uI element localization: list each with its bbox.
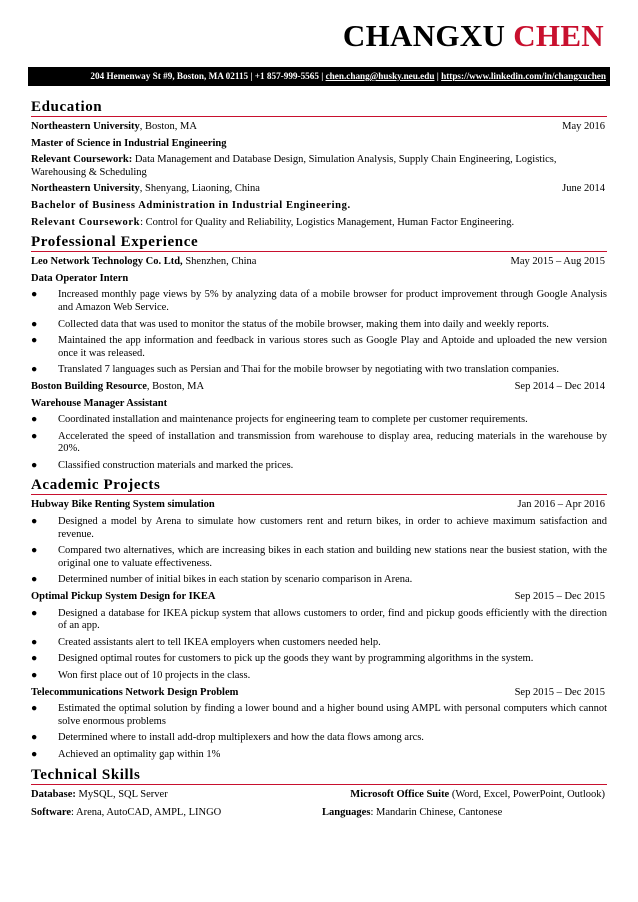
list-item: [31, 637, 607, 650]
coursework-list: : Control for Quality and Reliability, Logistics Management, Human Factor Engineering.: [140, 216, 515, 228]
skill-value: : Arena, AutoCAD, AMPL, LINGO: [71, 807, 222, 819]
bullet-icon: ●: [31, 574, 38, 586]
list-item: [31, 670, 607, 683]
bullet-icon: ●: [31, 636, 38, 648]
bullet-icon: ●: [31, 653, 38, 665]
skill-label: Database:: [31, 788, 76, 800]
bullet-text: Achieved an optimality gap within 1%: [58, 748, 221, 760]
school-name: Northeastern University: [31, 183, 140, 195]
section-title-skills: Technical Skills: [31, 766, 607, 785]
coursework: [31, 154, 607, 179]
list-item: [31, 516, 607, 541]
project-name: Optimal Pickup System Design for IKEA: [31, 591, 216, 603]
job-role: Warehouse Manager Assistant: [31, 397, 168, 409]
company-location: Shenzhen, China: [182, 256, 257, 268]
resume-content: [31, 96, 607, 826]
school-location: , Shenyang, Liaoning, China: [139, 183, 260, 195]
contact-bar: [28, 67, 610, 86]
phone: +1 857-999-5565: [254, 71, 319, 81]
bullet-text: Compared two alternatives, which are increasing bikes in each station and building new stations near the busiest station, with the original one to valuate effectiveness.: [58, 545, 607, 569]
skills-grid: [31, 789, 607, 826]
project-dates: Sep 2015 – Dec 2015: [514, 591, 605, 603]
list-item: [31, 653, 607, 666]
project-bullets: [31, 516, 607, 587]
job-dates: May 2015 – Aug 2015: [510, 256, 605, 268]
bullet-icon: ●: [31, 459, 38, 471]
bullet-icon: ●: [31, 516, 38, 528]
project-bullets: [31, 608, 607, 683]
project-name: Hubway Bike Renting System simulation: [31, 499, 215, 511]
coursework-label: Relevant Coursework: [31, 216, 141, 228]
candidate-name: [343, 18, 604, 54]
list-item: [31, 319, 607, 332]
skill-label: Software: [31, 807, 72, 819]
list-item: [31, 703, 607, 728]
separator: |: [248, 71, 255, 81]
separator: |: [318, 71, 326, 81]
skill-label: Languages: [322, 807, 371, 819]
skill-value: MySQL, SQL Server: [75, 788, 168, 800]
skill-value: (Word, Excel, PowerPoint, Outlook): [449, 788, 605, 800]
linkedin-link[interactable]: https://www.linkedin.com/in/changxuchen: [441, 71, 606, 81]
email-link[interactable]: chen.chang@husky.neu.edu: [325, 71, 435, 81]
first-name: CHANGXU: [342, 18, 506, 53]
bullet-text: Collected data that was used to monitor the status of the mobile browser, making them into daily and weekly reports.: [58, 318, 549, 330]
list-item: [31, 431, 607, 456]
job-header: [31, 256, 607, 269]
bullet-icon: ●: [31, 430, 38, 442]
school-location: , Boston, MA: [139, 121, 197, 132]
skill-line: [31, 807, 318, 820]
project-header: [31, 591, 607, 604]
bullet-icon: ●: [31, 607, 38, 619]
education-entry-header: [31, 183, 607, 196]
school-name: Northeastern University: [31, 121, 140, 132]
project-bullets: [31, 703, 607, 761]
project-dates: Sep 2015 – Dec 2015: [514, 686, 605, 698]
bullet-text: Translated 7 languages such as Persian and Thai for the mobile browser by negotiating with two translation companies.: [58, 364, 559, 376]
bullet-icon: ●: [31, 289, 38, 301]
bullet-icon: ●: [31, 318, 38, 330]
list-item: [31, 364, 607, 377]
bullet-icon: ●: [31, 732, 38, 744]
bullet-icon: ●: [31, 335, 38, 347]
list-item: [31, 460, 607, 473]
skills-left-column: [31, 789, 318, 826]
coursework-list: Data Management and Database Design, Simulation Analysis, Supply Chain Engineering, Logistics, Warehousing & Scheduling: [31, 154, 557, 178]
bullet-text: Created assistants alert to tell IKEA employers when customers needed help.: [58, 636, 381, 648]
bullet-text: Determined where to install add-drop multiplexers and how the data flows among arcs.: [58, 732, 424, 744]
job-bullets: [31, 414, 607, 472]
section-title-projects: Academic Projects: [31, 476, 607, 495]
project-header: [31, 499, 607, 512]
address: 204 Hemenway St #9, Boston, MA 02115: [90, 71, 249, 81]
bullet-text: Determined number of initial bikes in each station by scenario comparison in Arena.: [58, 574, 413, 586]
graduation-date: May 2016: [562, 121, 605, 132]
education-entry-header: [31, 121, 607, 134]
bullet-text: Estimated the optimal solution by finding a lower bound and a higher bound using AMPL with personal computers which cannot solve enormous problems: [58, 703, 607, 727]
bullet-text: Classified construction materials and marked the prices.: [58, 459, 294, 471]
bullet-text: Won first place out of 10 projects in the class.: [58, 670, 251, 681]
section-title-experience: Professional Experience: [31, 233, 607, 252]
list-item: [31, 749, 607, 762]
bullet-text: Designed a database for IKEA pickup system that allows customers to order, find and pickup goods efficiently with the direction of an app.: [58, 607, 607, 632]
skill-line: [318, 789, 605, 802]
bullet-text: Accelerated the speed of installation and transmission from warehouse to display area, reducing materials in the warehouse by 20%.: [58, 430, 607, 455]
list-item: [31, 545, 607, 570]
skill-label: Microsoft Office Suite: [350, 788, 450, 800]
bullet-text: Designed optimal routes for customers to pick up the goods they want by programming algorithms in the system.: [58, 653, 534, 665]
separator: |: [434, 71, 442, 81]
list-item: [31, 732, 607, 745]
bullet-icon: ●: [31, 670, 38, 681]
list-item: [31, 608, 607, 633]
list-item: [31, 574, 607, 587]
list-item: [31, 414, 607, 427]
bullet-text: Designed a model by Arena to simulate how customers rent and return bikes, in order to achieve maximum satisfaction and revenue.: [58, 516, 607, 540]
bullet-icon: ●: [31, 748, 38, 760]
company-name: Boston Building Resource: [31, 380, 147, 392]
bullet-text: Coordinated installation and maintenance projects for engineering team to complete per customer requirements.: [58, 414, 528, 426]
coursework-label: Relevant Coursework:: [31, 154, 133, 166]
last-name: CHEN: [513, 18, 604, 53]
project-name: Telecommunications Network Design Problem: [31, 686, 239, 698]
graduation-date: June 2014: [562, 183, 605, 195]
bullet-icon: ●: [31, 414, 38, 426]
project-dates: Jan 2016 – Apr 2016: [517, 499, 605, 511]
degree: Bachelor of Business Administration in Industrial Engineering.: [31, 199, 351, 211]
company-name: Leo Network Technology Co. Ltd,: [31, 256, 183, 268]
section-title-education: Education: [31, 98, 607, 117]
job-role: Data Operator Intern: [31, 272, 129, 284]
list-item: [31, 335, 607, 360]
skill-value: : Mandarin Chinese, Cantonese: [370, 807, 503, 819]
skills-right-column: [318, 789, 607, 826]
bullet-icon: ●: [31, 364, 38, 376]
job-header: [31, 381, 607, 394]
job-dates: Sep 2014 – Dec 2014: [514, 380, 605, 392]
bullet-text: Maintained the app information and feedback in various stores such as Google Play and Aptoide and uploaded the new version once it was released.: [58, 335, 607, 359]
job-bullets: [31, 289, 607, 377]
list-item: [31, 289, 607, 314]
company-location: , Boston, MA: [146, 380, 205, 392]
bullet-text: Increased monthly page views by 5% by analyzing data of a mobile browser for product improvement through Google Analysis and Amazon Web Service.: [58, 289, 607, 313]
bullet-icon: ●: [31, 545, 38, 557]
coursework: [31, 217, 607, 230]
skill-line: [318, 807, 605, 820]
degree: Master of Science in Industrial Engineering: [31, 137, 227, 149]
project-header: [31, 687, 607, 700]
bullet-icon: ●: [31, 703, 38, 715]
skill-line: [31, 789, 318, 802]
